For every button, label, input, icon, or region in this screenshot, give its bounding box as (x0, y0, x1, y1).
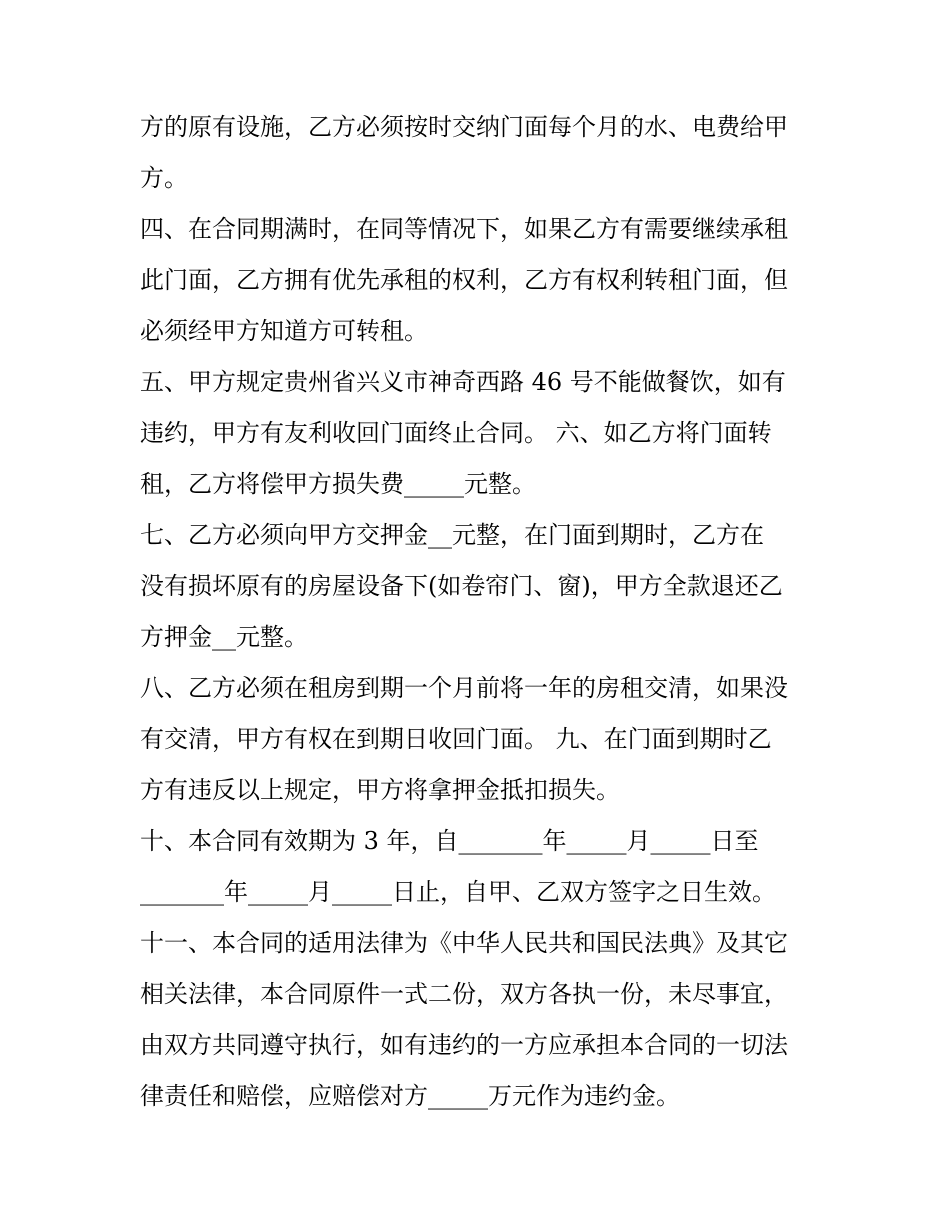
text-line: 方有违反以上规定，甲方将拿押金抵扣损失。 (140, 776, 620, 804)
text-line: 十、本合同有效期为 3 年，自_______年_____月_____日至 (140, 827, 759, 855)
text-line: 律责任和赔偿，应赔偿对方_____万元作为违约金。 (140, 1082, 680, 1110)
contract-body (140, 102, 820, 1122)
text-line: 四、在合同期满时，在同等情况下，如果乙方有需要继续承租 (140, 215, 788, 243)
text-line: 违约，甲方有友利收回门面终止合同。 六、如乙方将门面转 (140, 419, 772, 447)
text-line: 七、乙方必须向甲方交押金__元整，在门面到期时，乙方在 (140, 521, 764, 549)
text-line: 必须经甲方知道方可转租。 (140, 317, 428, 345)
text-line: 八、乙方必须在租房到期一个月前将一年的房租交清，如果没 (140, 674, 788, 702)
text-line: 没有损坏原有的房屋设备下(如卷帘门、窗)，甲方全款退还乙 (140, 572, 783, 600)
text-line: 方押金__元整。 (140, 623, 308, 651)
text-line: 租，乙方将偿甲方损失费_____元整。 (140, 470, 536, 498)
text-line: 方。 (140, 164, 188, 192)
text-line: 由双方共同遵守执行，如有违约的一方应承担本合同的一切法 (140, 1031, 788, 1059)
text-line: 有交清，甲方有权在到期日收回门面。 九、在门面到期时乙 (140, 725, 772, 753)
text-line: 五、甲方规定贵州省兴义市神奇西路 46 号不能做餐饮，如有 (140, 368, 786, 396)
text-line: 相关法律，本合同原件一式二份，双方各执一份，未尽事宜， (140, 980, 788, 1008)
text-line: 十一、本合同的适用法律为《中华人民共和国民法典》及其它 (140, 929, 788, 957)
text-line: _______年_____月_____日止，自甲、乙双方签字之日生效。 (140, 878, 776, 906)
text-line: 方的原有设施，乙方必须按时交纳门面每个月的水、电费给甲 (140, 113, 788, 141)
text-line: 此门面，乙方拥有优先承租的权利，乙方有权利转租门面，但 (140, 266, 788, 294)
